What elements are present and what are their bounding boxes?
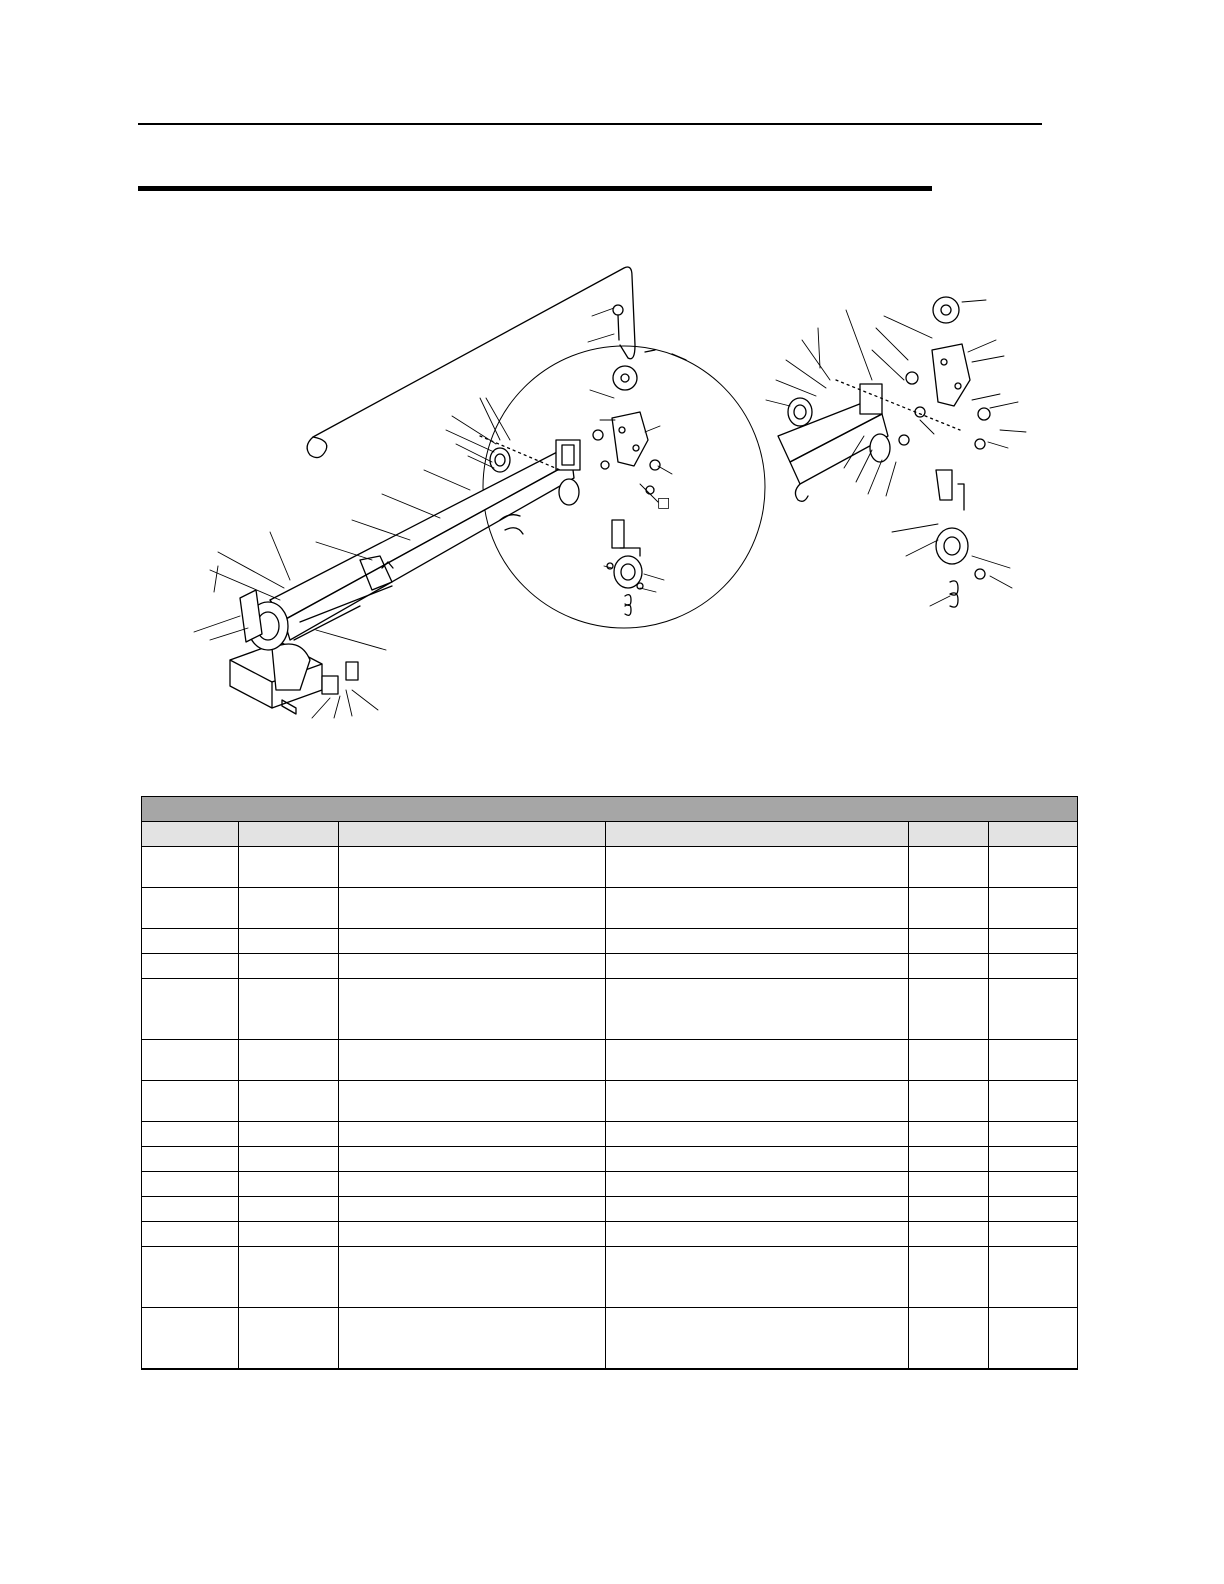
table-cell — [142, 1172, 239, 1197]
table-cell — [989, 1040, 1078, 1081]
table-cell — [239, 847, 339, 888]
table-cell — [909, 1197, 989, 1222]
table-cell — [989, 1247, 1078, 1308]
table-cell — [142, 1247, 239, 1308]
table-row — [142, 1040, 1078, 1081]
table-cell — [989, 1222, 1078, 1247]
table-cell — [606, 1040, 909, 1081]
table-cell — [339, 929, 606, 954]
table-cell — [239, 1040, 339, 1081]
table-cell — [606, 847, 909, 888]
table-cell — [989, 1147, 1078, 1172]
table-cell — [239, 1147, 339, 1172]
boom-tip-enlarged-view — [778, 297, 990, 607]
table-cell — [989, 1081, 1078, 1122]
table-row — [142, 1081, 1078, 1122]
table-cell — [909, 1172, 989, 1197]
table-cell — [239, 1308, 339, 1370]
table-cell — [339, 888, 606, 929]
table-cell — [989, 847, 1078, 888]
boom-arm — [270, 448, 574, 640]
table-cell — [142, 954, 239, 979]
column-header — [989, 822, 1078, 847]
table-cell — [239, 979, 339, 1040]
table-cell — [142, 1081, 239, 1122]
table-cell — [989, 888, 1078, 929]
callout-leader-lines — [194, 300, 1026, 718]
table-cell — [909, 1122, 989, 1147]
table-cell — [606, 1308, 909, 1370]
table-cell — [239, 1172, 339, 1197]
table-cell — [606, 1172, 909, 1197]
table-cell — [142, 1122, 239, 1147]
table-cell — [339, 1040, 606, 1081]
table-cell — [606, 1197, 909, 1222]
table-cell — [339, 1247, 606, 1308]
table-cell — [142, 1308, 239, 1370]
table-cell — [339, 1081, 606, 1122]
table-row — [142, 1247, 1078, 1308]
table-cell — [909, 1222, 989, 1247]
column-header — [606, 822, 909, 847]
table-cell — [909, 847, 989, 888]
table-cell — [606, 929, 909, 954]
table-cell — [606, 1122, 909, 1147]
table-cell — [339, 979, 606, 1040]
table-cell — [909, 1040, 989, 1081]
table-row — [142, 888, 1078, 929]
table-header-row — [142, 822, 1078, 847]
table-row — [142, 1122, 1078, 1147]
table-cell — [239, 1247, 339, 1308]
table-cell — [909, 1147, 989, 1172]
table-cell — [989, 1122, 1078, 1147]
table-cell — [339, 847, 606, 888]
column-header — [339, 822, 606, 847]
table-cell — [909, 954, 989, 979]
table-cell — [239, 1122, 339, 1147]
table-row — [142, 847, 1078, 888]
table-cell — [909, 929, 989, 954]
table-cell — [239, 1197, 339, 1222]
table-cell — [339, 1172, 606, 1197]
parts-table-body — [142, 847, 1078, 1370]
column-header — [239, 822, 339, 847]
table-cell — [239, 929, 339, 954]
table-cell — [606, 979, 909, 1040]
table-cell — [339, 1122, 606, 1147]
table-cell — [239, 1222, 339, 1247]
table-cell — [606, 1147, 909, 1172]
table-cell — [239, 954, 339, 979]
table-cell — [989, 1197, 1078, 1222]
table-cell — [339, 1197, 606, 1222]
table-cell — [989, 1308, 1078, 1370]
table-cell — [142, 929, 239, 954]
table-cell — [142, 1147, 239, 1172]
table-banner — [142, 797, 1078, 822]
table-cell — [339, 1308, 606, 1370]
table-cell — [239, 888, 339, 929]
table-cell — [606, 888, 909, 929]
table-row — [142, 1172, 1078, 1197]
table-row — [142, 1222, 1078, 1247]
table-cell — [142, 1197, 239, 1222]
table-cell — [142, 1040, 239, 1081]
table-cell — [142, 888, 239, 929]
table-cell — [989, 929, 1078, 954]
table-cell — [142, 1222, 239, 1247]
table-cell — [909, 979, 989, 1040]
table-cell — [142, 847, 239, 888]
sheave-detail-parts — [593, 366, 660, 615]
column-header — [909, 822, 989, 847]
table-cell — [989, 954, 1078, 979]
table-cell — [989, 1172, 1078, 1197]
table-row — [142, 1197, 1078, 1222]
exploded-boom-assembly-diagram — [0, 0, 1224, 760]
table-cell — [606, 954, 909, 979]
table-cell — [606, 1081, 909, 1122]
table-row — [142, 929, 1078, 954]
table-cell — [606, 1222, 909, 1247]
table-row — [142, 1147, 1078, 1172]
table-cell — [909, 888, 989, 929]
table-cell — [909, 1081, 989, 1122]
table-cell — [989, 979, 1078, 1040]
table-cell — [142, 979, 239, 1040]
table-cell — [909, 1247, 989, 1308]
table-cell — [339, 1147, 606, 1172]
wire-rope-cable — [307, 267, 635, 458]
column-header — [142, 822, 239, 847]
detail-marker: □ — [657, 495, 671, 511]
parts-list-table — [141, 796, 1078, 1370]
table-cell — [239, 1081, 339, 1122]
table-row — [142, 979, 1078, 1040]
table-cell — [339, 1222, 606, 1247]
table-row — [142, 1308, 1078, 1370]
table-row — [142, 954, 1078, 979]
table-cell — [909, 1308, 989, 1370]
table-cell — [606, 1247, 909, 1308]
table-cell — [339, 954, 606, 979]
